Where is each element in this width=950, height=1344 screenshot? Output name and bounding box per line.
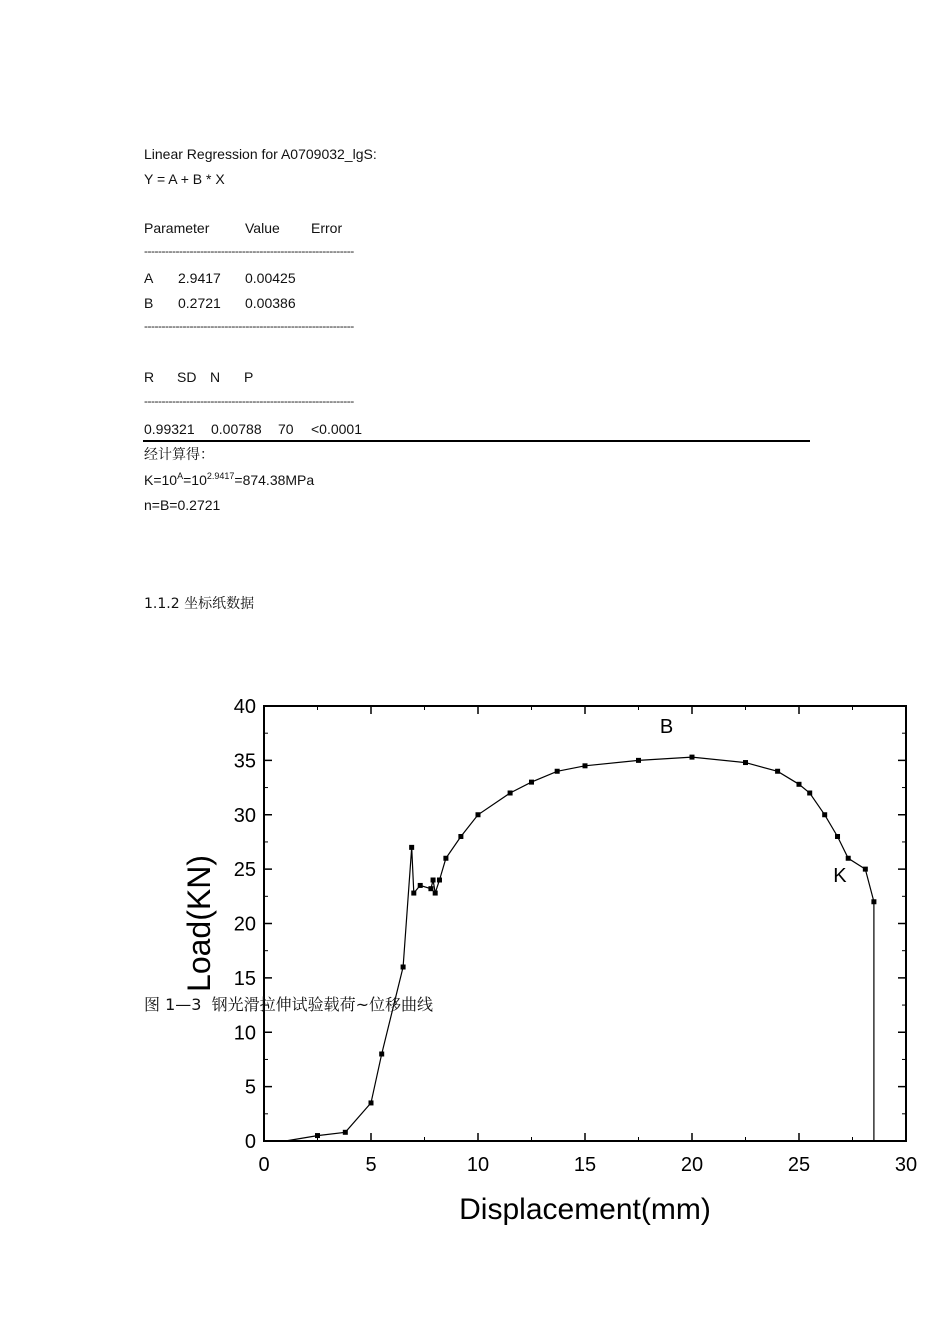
k-exp-value: 2.9417 [206,471,235,481]
header-error: Error [311,220,343,236]
data-point [315,1133,320,1138]
data-point [476,812,481,817]
data-point [690,755,695,760]
k-formula [144,472,314,488]
data-point [822,812,827,817]
x-tick-label: 25 [787,1154,811,1176]
data-point [797,782,802,787]
data-point [846,856,851,861]
data-point [437,878,442,883]
data-point [775,769,780,774]
stats-value-r: 0.99321 [144,421,195,437]
y-tick-label: 10 [233,1022,256,1045]
k-suffix: =874.38MPa [234,472,315,488]
data-point [743,760,748,765]
data-point [863,867,868,872]
stats-header-sd: SD [177,369,197,385]
data-point [401,965,406,970]
row-b-error: 0.00386 [245,295,296,311]
stats-value-sd: 0.00788 [211,421,262,437]
x-tick-label: 5 [365,1154,377,1176]
stats-value-n: 70 [278,421,294,437]
k-mid: =10 [183,472,207,488]
section-heading: 1.1.2 坐标纸数据 [144,596,255,612]
row-b-param: B [144,295,154,311]
results-intro: 经计算得： [144,447,214,463]
n-formula: n=B=0.2721 [144,497,221,513]
y-tick-label: 35 [233,750,256,773]
row-a-value: 2.9417 [178,270,221,286]
stats-header-p: P [244,369,254,385]
horizontal-rule [143,440,810,442]
data-point [636,758,641,763]
data-point [508,791,513,796]
figure-caption: 图 1—3 钢光滑拉伸试验载荷~位移曲线 [144,995,434,1014]
y-tick-label: 25 [233,859,256,882]
x-tick-label: 30 [894,1154,918,1176]
header-parameter: Parameter [144,220,210,236]
row-a-error: 0.00425 [245,270,296,286]
dash-divider-3: ------------------------------------------------------------ [144,394,354,408]
data-point [411,891,416,896]
data-point [409,845,414,850]
x-tick-label: 20 [680,1154,704,1176]
annotation-label: B [659,716,674,739]
regression-title: Linear Regression for A0709032_lgS: [144,146,377,162]
k-exp-a: A [177,471,184,481]
data-point [343,1130,348,1135]
data-point [529,780,534,785]
header-value: Value [245,220,280,236]
dash-divider-1: ------------------------------------------------------------ [144,244,354,258]
y-tick-label: 0 [244,1131,256,1153]
stats-header-r: R [144,369,155,385]
data-point [431,878,436,883]
data-point [369,1100,374,1105]
y-tick-label: 30 [233,804,256,827]
k-prefix: K=10 [144,472,178,488]
data-point [458,834,463,839]
y-tick-label: 5 [244,1076,256,1099]
x-tick-label: 10 [466,1154,490,1176]
dash-divider-2: ------------------------------------------------------------ [144,319,354,333]
data-point [379,1052,384,1057]
x-tick-label: 0 [258,1154,270,1176]
y-tick-label: 40 [233,696,256,718]
y-tick-label: 15 [233,967,256,990]
data-point [555,769,560,774]
y-tick-label: 20 [233,913,256,936]
stats-header-n: N [210,369,221,385]
data-point [835,834,840,839]
data-point [871,899,876,904]
load-displacement-chart [170,686,930,1246]
data-point [428,886,433,891]
regression-equation: Y = A + B * X [144,171,225,187]
stats-value-p: <0.0001 [311,421,362,437]
series-line [285,757,874,1141]
plot-frame [264,706,906,1141]
data-point [807,791,812,796]
x-tick-label: 15 [573,1154,597,1176]
data-point [583,763,588,768]
row-b-value: 0.2721 [178,295,221,311]
y-axis-label: Load(KN) [181,855,217,992]
data-point [418,883,423,888]
row-a-param: A [144,270,154,286]
x-axis-label: Displacement(mm) [459,1193,711,1226]
annotation-label: K [833,865,847,888]
data-point [433,891,438,896]
data-point [443,856,448,861]
